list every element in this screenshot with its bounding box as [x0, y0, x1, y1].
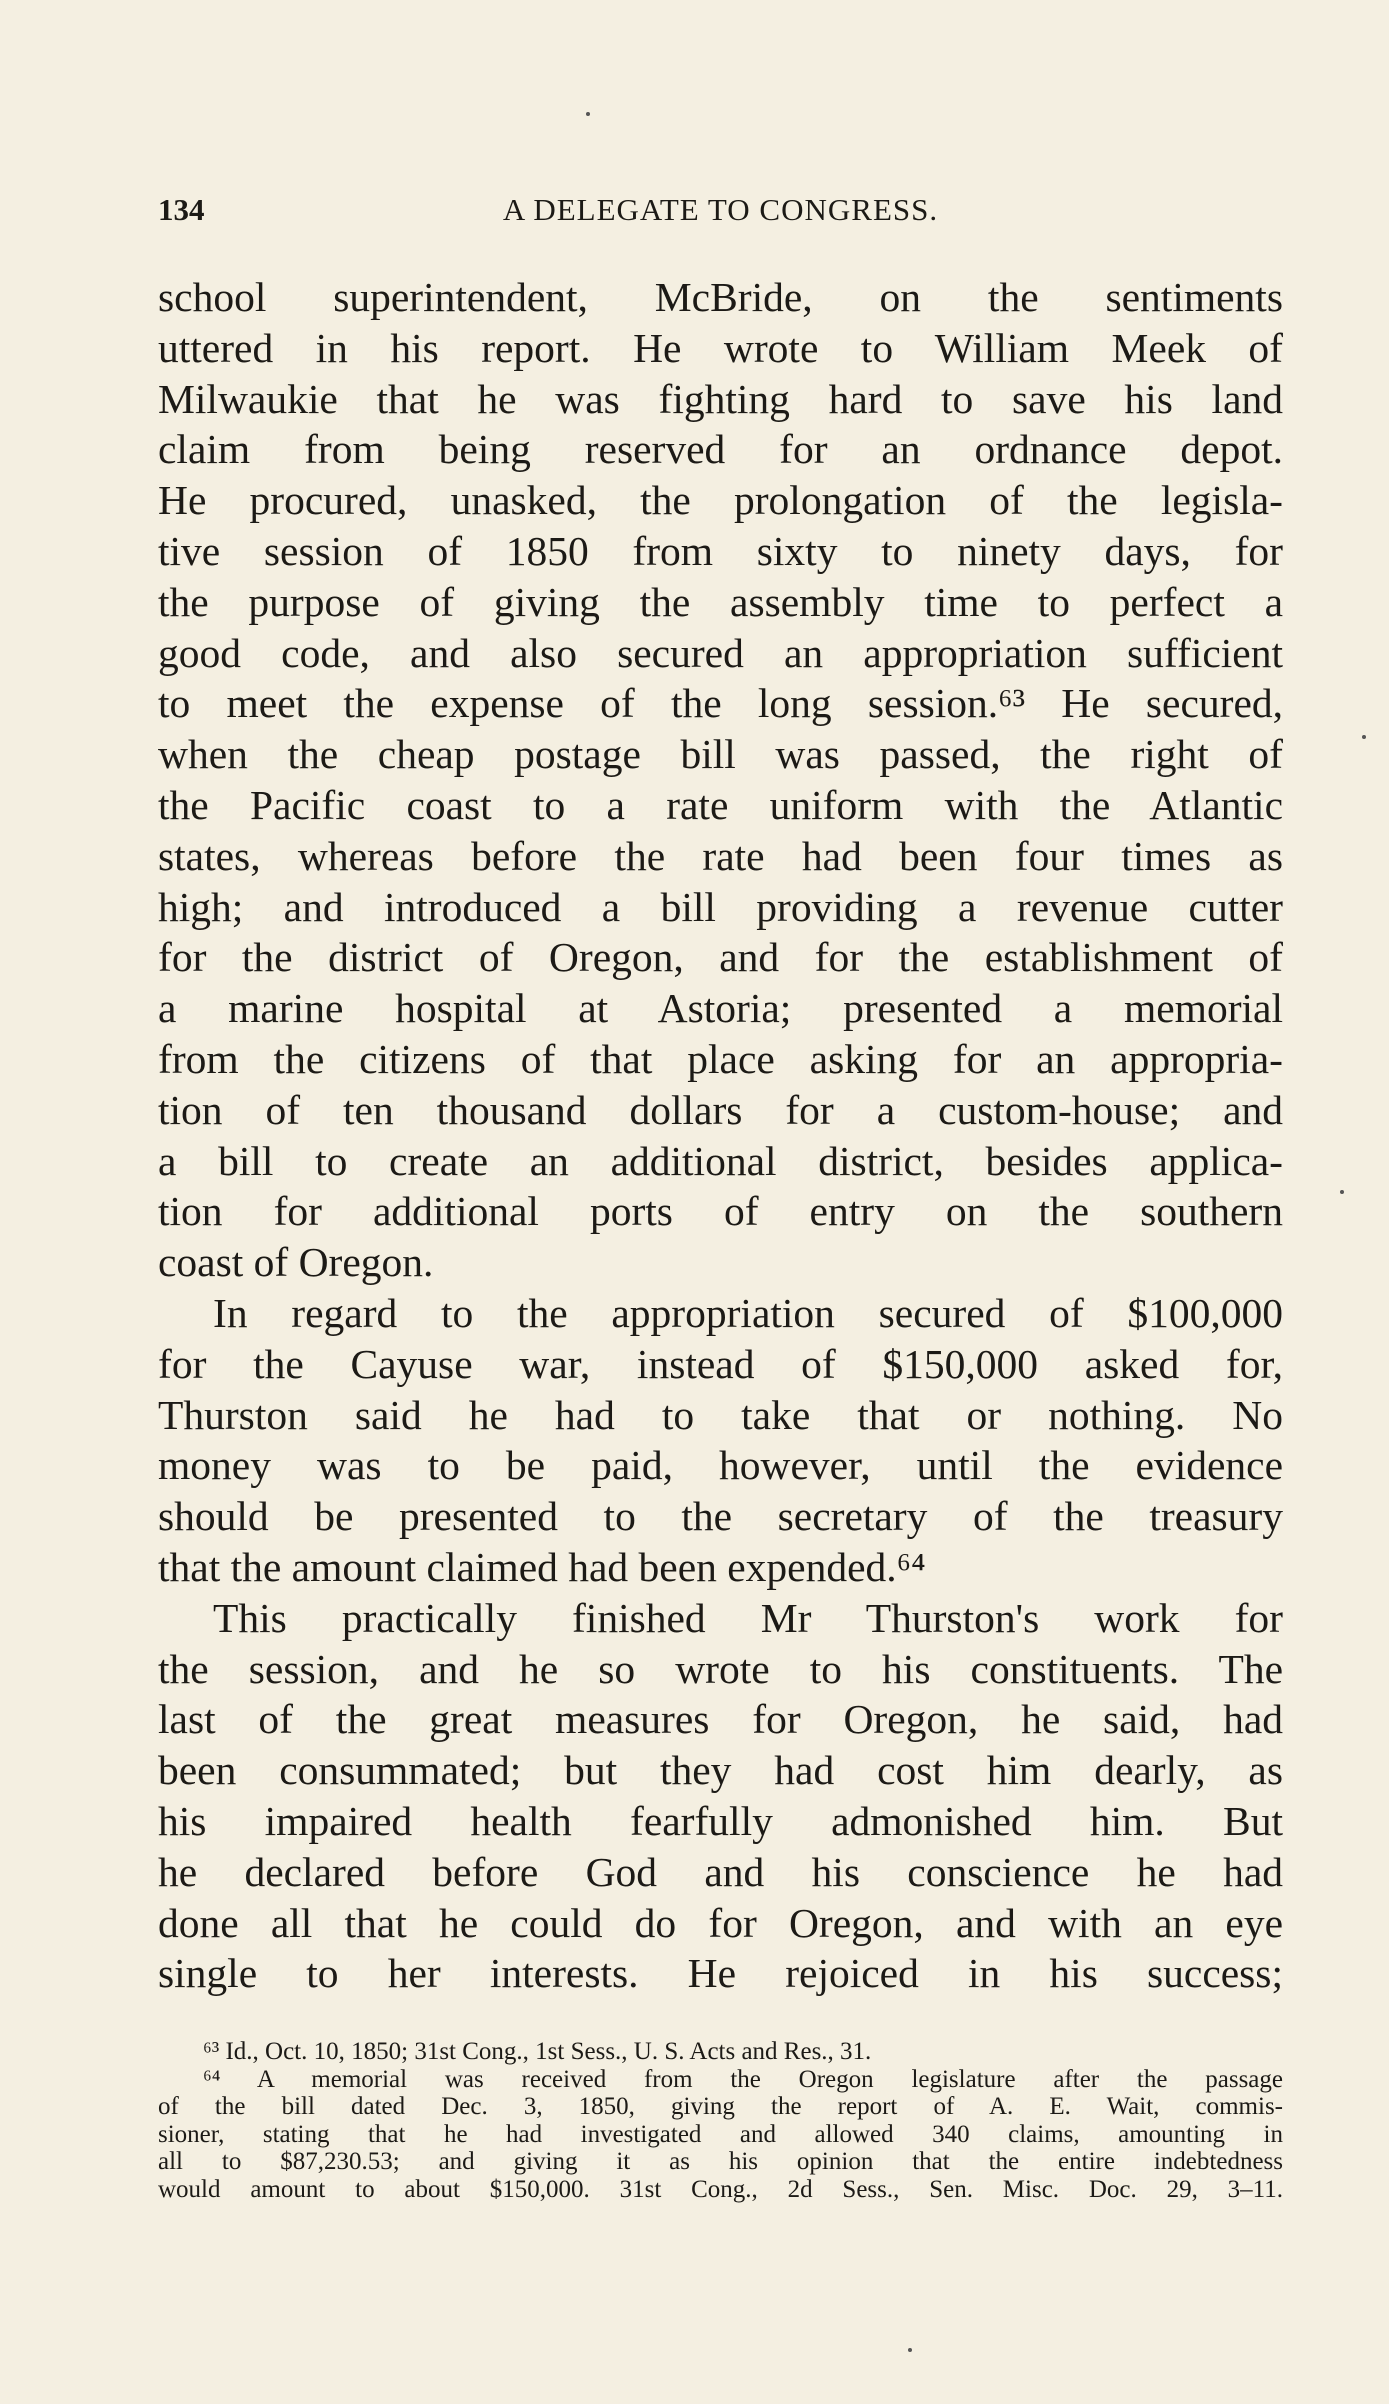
print-speck: [1340, 1190, 1344, 1194]
text-line: Thurston said he had to take that or nothing. No: [158, 1391, 1283, 1438]
paragraph-start-line: This practically finished Mr Thurston's work for: [213, 1594, 1283, 1641]
text-line: from the citizens of that place asking for an appropria-: [158, 1035, 1283, 1082]
footnote-64-line: sioner, stating that he had investigated and allowed 340 claims, amounting in: [158, 2120, 1283, 2148]
footnote-64-line: of the bill dated Dec. 3, 1850, giving the report of A. E. Wait, commis-: [158, 2093, 1283, 2120]
text-line: done all that he could do for Oregon, and with an eye: [158, 1899, 1283, 1946]
footnote-64-line: ⁶⁴ A memorial was received from the Oregon legislature after the passage: [203, 2065, 1283, 2093]
print-speck: [586, 112, 590, 116]
text-line: tive session of 1850 from sixty to ninety days, for: [158, 527, 1283, 574]
page-header: [158, 192, 1283, 242]
text-line: Milwaukie that he was fighting hard to save his land: [158, 375, 1283, 422]
footnote-64-line: all to $87,230.53; and giving it as his opinion that the entire indebtedness: [158, 2148, 1283, 2175]
text-line: that the amount claimed had been expended.⁶⁴: [158, 1543, 926, 1590]
text-line: He procured, unasked, the prolongation of the legisla-: [158, 477, 1283, 524]
text-line: single to her interests. He rejoiced in his success;: [158, 1950, 1283, 1997]
text-line: money was to be paid, however, until the evidence: [158, 1442, 1283, 1489]
text-line: the purpose of giving the assembly time to perfect a: [158, 578, 1283, 625]
text-line: a bill to create an additional district, besides applica-: [158, 1137, 1283, 1184]
page-number: 134: [158, 192, 205, 227]
text-line: for the Cayuse war, instead of $150,000 asked for,: [158, 1340, 1283, 1387]
text-line: to meet the expense of the long session.⁶³ He secured,: [158, 680, 1283, 727]
footnotes: [158, 2038, 1283, 2203]
text-line: tion for additional ports of entry on the southern: [158, 1188, 1283, 1235]
body-text: [158, 272, 1283, 1999]
text-line: good code, and also secured an appropriation sufficient: [158, 629, 1283, 676]
text-line: last of the great measures for Oregon, he said, had: [158, 1696, 1283, 1743]
text-line: states, whereas before the rate had been four times as: [158, 832, 1283, 879]
print-speck: [1362, 735, 1366, 739]
text-line: his impaired health fearfully admonished him. But: [158, 1797, 1283, 1844]
text-line: a marine hospital at Astoria; presented a memorial: [158, 985, 1283, 1032]
text-line: he declared before God and his conscience he had: [158, 1848, 1283, 1895]
print-speck: [908, 2348, 912, 2352]
text-line: the Pacific coast to a rate uniform with the Atlantic: [158, 781, 1283, 828]
text-line: for the district of Oregon, and for the establishment of: [158, 934, 1283, 981]
text-line: school superintendent, McBride, on the sentiments: [158, 274, 1283, 320]
footnote-63: ⁶³ Id., Oct. 10, 1850; 31st Cong., 1st Sess., U. S. Acts and Res., 31.: [203, 2038, 872, 2065]
paragraph-start-line: In regard to the appropriation secured of $100,000: [213, 1289, 1283, 1336]
text-line: should be presented to the secretary of the treasury: [158, 1493, 1283, 1540]
text-line: claim from being reserved for an ordnance depot.: [158, 426, 1283, 473]
text-line: when the cheap postage bill was passed, the right of: [158, 731, 1283, 778]
footnote-64-line: would amount to about $150,000. 31st Cong., 2d Sess., Sen. Misc. Doc. 29, 3–11.: [158, 2175, 1283, 2203]
text-line: been consummated; but they had cost him dearly, as: [158, 1747, 1283, 1794]
text-line: uttered in his report. He wrote to William Meek of: [158, 324, 1283, 371]
text-line: the session, and he so wrote to his constituents. The: [158, 1645, 1283, 1692]
running-head: A DELEGATE TO CONGRESS.: [502, 192, 939, 227]
text-line: coast of Oregon.: [158, 1239, 434, 1286]
text-line: high; and introduced a bill providing a revenue cutter: [158, 883, 1283, 930]
text-line: tion of ten thousand dollars for a custom-house; and: [158, 1086, 1283, 1133]
